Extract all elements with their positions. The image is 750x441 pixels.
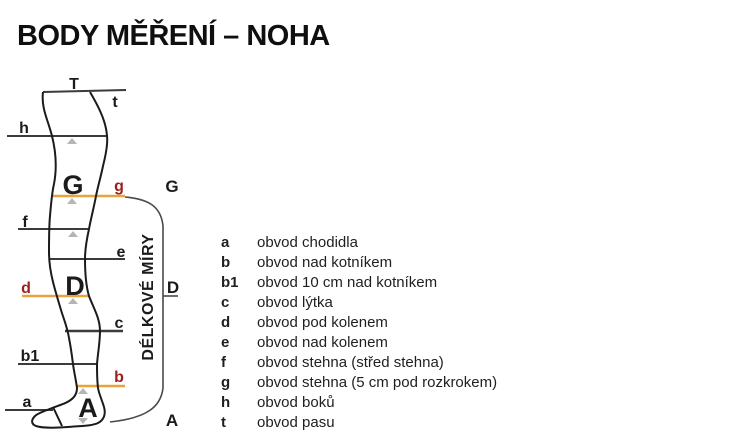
leg-measurement-diagram [0, 0, 210, 441]
legend-row-g [221, 373, 741, 393]
foot-toe-seam [53, 407, 62, 426]
legend-desc: obvod nad kolenem [257, 334, 388, 351]
point-label-b: b [114, 369, 124, 386]
point-label-f: f [22, 214, 28, 231]
legend-row-a [221, 233, 741, 253]
legend-row-b1 [221, 273, 741, 293]
legend-desc: obvod stehna (střed stehna) [257, 354, 444, 371]
legend-row-h [221, 393, 741, 413]
bracket-label-G: G [165, 177, 179, 196]
measure-arrow-f [68, 231, 78, 237]
legend-row-t [221, 413, 741, 433]
legend-key: b1 [221, 274, 239, 291]
bracket-label-D: D [166, 278, 180, 297]
legend-key: g [221, 374, 231, 391]
legend-key: e [221, 334, 230, 351]
legend-key: a [221, 234, 230, 251]
side-label-length-measures: DÉLKOVÉ MÍRY [140, 233, 157, 361]
legend-key: b [221, 254, 231, 271]
legend-desc: obvod boků [257, 394, 335, 411]
legend-desc: obvod 10 cm nad kotníkem [257, 274, 438, 291]
legend-desc: obvod chodidla [257, 234, 358, 251]
legend-desc: obvod stehna (5 cm pod rozkrokem) [257, 374, 498, 391]
legend-desc: obvod nad kotníkem [257, 254, 393, 271]
legend-key: d [221, 314, 231, 331]
point-label-t: t [112, 94, 118, 111]
point-label-c: c [114, 315, 124, 332]
legend-row-c [221, 293, 741, 313]
measure-line-T [43, 90, 126, 92]
legend-desc: obvod lýtka [257, 294, 333, 311]
legend-key: t [221, 414, 226, 431]
point-label-T: T [69, 76, 79, 93]
legend-row-d [221, 313, 741, 333]
legend-desc: obvod pasu [257, 414, 335, 431]
legend-key: c [221, 294, 230, 311]
point-label-a: a [22, 394, 32, 411]
legend-row-b [221, 253, 741, 273]
point-label-d: d [21, 280, 31, 297]
legend-key: h [221, 394, 231, 411]
point-label-g: g [114, 178, 124, 195]
legend-desc: obvod pod kolenem [257, 314, 388, 331]
legend-row-f [221, 353, 741, 373]
legend-row-e [221, 333, 741, 353]
measure-arrow-h [67, 138, 77, 144]
point-label-D-big: D [65, 271, 85, 301]
page-title: BODY MĚŘENÍ – NOHA [17, 20, 330, 52]
legend [221, 233, 741, 433]
legend-key: f [221, 354, 226, 371]
point-label-b1: b1 [20, 348, 40, 365]
point-label-A-big: A [78, 393, 98, 423]
point-label-G-big: G [62, 170, 84, 200]
bracket-label-A: A [165, 411, 179, 430]
point-label-e: e [116, 244, 126, 261]
point-label-h: h [19, 120, 29, 137]
